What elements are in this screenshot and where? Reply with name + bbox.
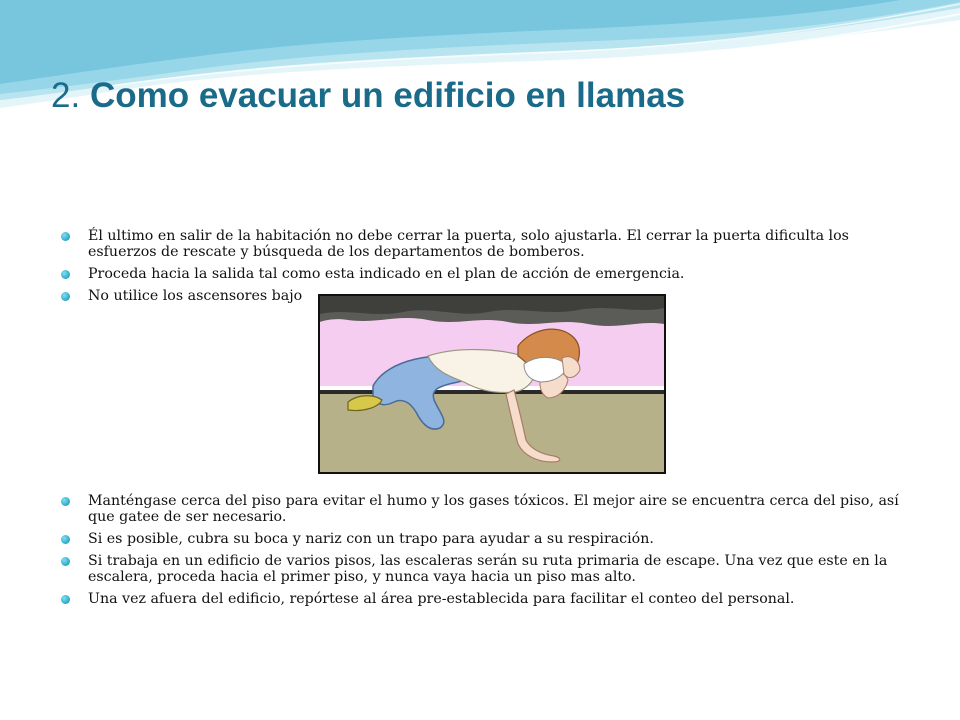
bullet-list-bottom xyxy=(60,493,910,613)
bullet-item: Si es posible, cubra su boca y nariz con un trapo para ayudar a su respiración. xyxy=(60,531,910,547)
slide-title-number: 2. xyxy=(51,76,81,115)
crawling-person-illustration xyxy=(318,294,666,474)
bullet-item: Él ultimo en salir de la habitación no debe cerrar la puerta, solo ajustarla. El cerrar la puerta dificulta los esfuerzos de rescate y búsqueda de los departamentos de bomberos. xyxy=(60,228,910,260)
bullet-item: No utilice los ascensores bajo xyxy=(60,288,910,304)
bullet-item: Si trabaja en un edificio de varios pisos, las escaleras serán su ruta primaria de escape. Una vez que este en la escalera, proceda hacia el primer piso, y nunca vaya hacia un piso mas alto. xyxy=(60,553,910,585)
bullet-item: Proceda hacia la salida tal como esta indicado en el plan de acción de emergencia. xyxy=(60,266,910,282)
slide-title xyxy=(51,76,685,116)
bullet-item: Manténgase cerca del piso para evitar el humo y los gases tóxicos. El mejor aire se encuentra cerca del piso, así que gatee de ser necesario. xyxy=(60,493,910,525)
slide-title-text: Como evacuar un edificio en llamas xyxy=(89,76,686,115)
bullet-item: Una vez afuera del edificio, repórtese al área pre-establecida para facilitar el conteo del personal. xyxy=(60,591,910,607)
